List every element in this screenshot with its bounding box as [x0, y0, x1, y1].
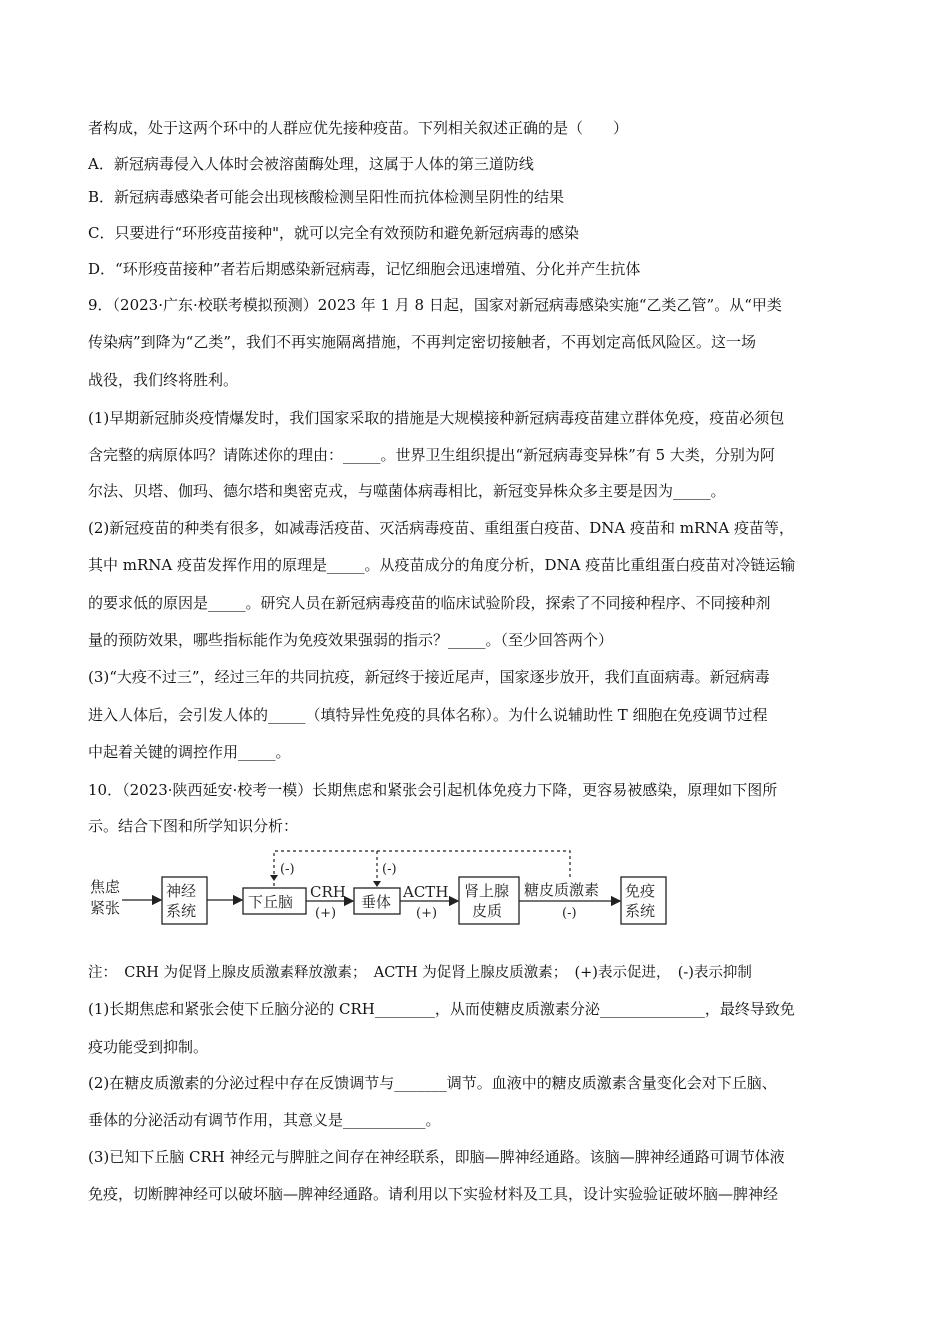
question-10-part-3-line-1: (3)已知下丘脑 CRH 神经元与脾脏之间存在神经联系，即脑—脾神经通路。该脑—脾神经通路可调节体液	[88, 1148, 785, 1166]
input-label-tension: 紧张	[90, 899, 121, 917]
question-9-line-1: 9．（2023·广东·校联考模拟预测）2023 年 1 月 8 日起，国家对新冠病毒感染实施“乙类乙管”。从“甲类	[88, 296, 782, 314]
question-10-part-3-line-2: 免疫，切断脾神经可以破坏脑—脾神经通路。请利用以下实验材料及工具，设计实验验证破坏脑—脾神经	[88, 1185, 779, 1203]
box-immune-system-line2: 系统	[625, 902, 656, 920]
question-10-part-2-line-1: (2)在糖皮质激素的分泌过程中存在反馈调节与_______调节。血液中的糖皮质激素含量变化会对下丘脑、	[88, 1074, 777, 1092]
label-acth-promote: (+)	[416, 906, 438, 921]
option-c: C．只要进行“环形疫苗接种"，就可以完全有效预防和避免新冠病毒的感染	[88, 224, 580, 242]
question-10-part-1-line-2: 疫功能受到抑制。	[88, 1038, 209, 1056]
feedback-arrowhead-pituitary	[373, 881, 381, 887]
option-b: B．新冠病毒感染者可能会出现核酸检测呈阳性而抗体检测呈阴性的结果	[88, 188, 565, 206]
box-nervous-system-line1: 神经	[166, 882, 197, 900]
box-adrenal-cortex-line2: 皮质	[472, 902, 503, 920]
option-d: D．“环形疫苗接种”者若后期感染新冠病毒，记忆细胞会迅速增殖、分化并产生抗体	[88, 260, 641, 278]
box-hypothalamus-label: 下丘脑	[248, 893, 294, 911]
input-label-anxiety: 焦虑	[90, 878, 121, 896]
question-9-part-1-line-1: (1)早期新冠肺炎疫情爆发时，我们国家采取的措施是大规模接种新冠病毒疫苗建立群体免疫，疫苗必须包	[88, 409, 785, 427]
question-9-part-3-line-1: (3)“大疫不过三”，经过三年的共同抗疫，新冠终于接近尾声，国家逐步放开，我们直面病毒。新冠病毒	[88, 668, 770, 686]
label-crh: CRH	[310, 883, 346, 901]
question-9-part-3-line-2: 进入人体后，会引发人体的_____（填特异性免疫的具体名称）。为什么说辅助性 T 细胞在免疫调节过程	[88, 706, 768, 724]
question-10-part-2-line-2: 垂体的分泌活动有调节作用，其意义是___________。	[88, 1111, 441, 1129]
feedback-label-pituitary: (-)	[382, 862, 397, 877]
question-10-line-1: 10．（2023·陕西延安·校考一模）长期焦虑和紧张会引起机体免疫力下降，更容易被感染，原理如下图所	[88, 781, 778, 799]
box-nervous-system-line2: 系统	[166, 902, 197, 920]
question-10-line-2: 示。结合下图和所学知识分析：	[88, 817, 299, 835]
question-9-part-2-line-4: 量的预防效果，哪些指标能作为免疫效果强弱的指示？_____。（至少回答两个）	[88, 631, 614, 649]
feedback-label-hypothalamus: (-)	[280, 862, 295, 877]
option-a: A．新冠病毒侵入人体时会被溶菌酶处理，这属于人体的第三道防线	[88, 155, 534, 173]
label-acth: ACTH	[403, 883, 449, 901]
question-9-part-1-line-3: 尔法、贝塔、伽玛、德尔塔和奥密克戎，与噬菌体病毒相比，新冠变异株众多主要是因为_____。	[88, 482, 726, 500]
question-9-line-3: 战役，我们终将胜利。	[88, 371, 239, 389]
question-9-part-1-line-2: 含完整的病原体吗？请陈述你的理由：_____。世界卫生组织提出“新冠病毒变异株”有 5 大类，分别为阿	[88, 446, 775, 464]
question-10-part-1-line-1: (1)长期焦虑和紧张会使下丘脑分泌的 CRH________，从而使糖皮质激素分泌______________，最终导致免	[88, 1000, 795, 1018]
label-glucocorticoid-inhibit: (-)	[562, 906, 577, 921]
question-9-part-3-line-3: 中起着关键的调控作用_____。	[88, 743, 291, 761]
box-pituitary-label: 垂体	[361, 893, 392, 911]
box-immune-system-line1: 免疫	[625, 882, 656, 900]
question-9-part-2-line-1: (2)新冠疫苗的种类有很多，如减毒活疫苗、灭活病毒疫苗、重组蛋白疫苗、DNA 疫苗和 mRNA 疫苗等，	[88, 519, 795, 537]
box-adrenal-cortex-line1: 肾上腺	[464, 882, 510, 900]
hormone-regulation-diagram	[86, 845, 686, 935]
question-9-part-2-line-3: 的要求低的原因是_____。研究人员在新冠病毒疫苗的临床试验阶段，探索了不同接种程序、不同接种剂	[88, 594, 771, 612]
label-crh-promote: (+)	[315, 906, 337, 921]
question-9-part-2-line-2: 其中 mRNA 疫苗发挥作用的原理是_____。从疫苗成分的角度分析，DNA 疫苗比重组蛋白疫苗对冷链运输	[88, 556, 796, 574]
question-9-line-2: 传染病”到降为“乙类”，我们不再实施隔离措施，不再判定密切接触者，不再划定高低风险区。这一场	[88, 333, 757, 351]
feedback-arrowhead-hypothalamus	[270, 875, 278, 881]
label-glucocorticoid: 糖皮质激素	[524, 881, 600, 899]
diagram-note: 注： CRH 为促肾上腺皮质激素释放激素； ACTH 为促肾上腺皮质激素； (+)表示促进， (-)表示抑制	[88, 965, 752, 981]
question-8-stem-end: 者构成，处于这两个环中的人群应优先接种疫苗。下列相关叙述正确的是（ ）	[88, 119, 629, 137]
